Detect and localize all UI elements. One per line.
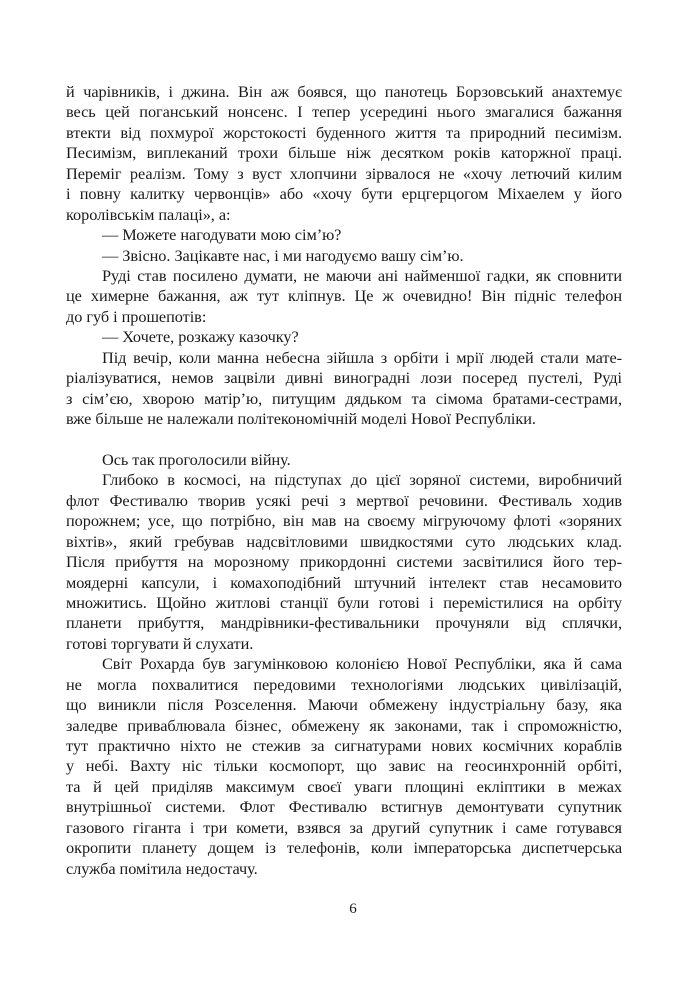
- text-block: [66, 82, 622, 879]
- text-line: — Хочете, розкажу казочку?: [102, 327, 299, 347]
- page-number: 6: [349, 901, 357, 917]
- paragraph: [66, 266, 622, 327]
- text-line: з сім’єю, хворою матір’ю, питущим дядьком та сімома братами-сестрами,: [66, 388, 622, 408]
- text-line: й чарівників, і джина. Він аж боявся, що панотець Борзовський анахтемує: [66, 82, 622, 101]
- text-line: — Можете нагодувати мою сім’ю?: [102, 225, 342, 245]
- text-line: тут практично ніхто не стежив за сигнатурами нових космічних кораблів: [66, 736, 622, 755]
- text-line: Під вечір, коли манна небесна зійшла з орбіти і мрії людей стали мате-: [102, 347, 622, 367]
- text-line: окропити планету дощем із телефонів, коли імператорська диспетчерська: [66, 838, 622, 858]
- text-line: до губ і прошепотів:: [66, 306, 207, 326]
- paragraph: [66, 470, 622, 654]
- text-line: Ось так проголосили війну.: [102, 449, 291, 469]
- text-line: це химерне бажання, аж тут кліпнув. Це ж очевидно! Він підніс телефон: [66, 286, 622, 306]
- text-line: служба помітила недостачу.: [66, 858, 258, 878]
- text-line: планети прибуття, мандрівники-фестивальники прочуняли від сплячки,: [66, 613, 622, 633]
- text-line: множитись. Щойно житлові станції були готові і перемістилися на орбіту: [66, 592, 622, 612]
- text-line: королівськім палаці», а:: [66, 204, 231, 224]
- text-line: Руді став посилено думати, не маючи ані найменшої гадки, як сповнити: [102, 265, 622, 285]
- text-line: втекти від похмурої жорстокості буденного життя та природний песимізм.: [66, 122, 622, 142]
- dialogue-paragraph: [66, 225, 622, 245]
- text-line: готові торгувати й слухати.: [66, 633, 254, 653]
- text-line: Після прибуття на морозному прикордонні системи засвітилися його тер-: [66, 552, 622, 572]
- text-line: Світ Рохарда був загумінковою колонією Нової Республіки, яка й сама: [102, 654, 622, 674]
- paragraph: [66, 450, 622, 470]
- dialogue-paragraph: [66, 327, 622, 347]
- text-line: весь цей поганський нонсенс. І тепер усередині нього змагалися бажання: [66, 102, 622, 122]
- paragraph: [66, 654, 622, 879]
- text-line: Переміг реалізм. Тому з вуст хлопчини зірвалося не «хочу летючий килим: [66, 163, 622, 183]
- paragraph: [66, 348, 622, 430]
- text-line: віхтів», який гребував надсвітловими швидкостями суто людських клад.: [66, 531, 622, 551]
- text-line: Глибоко в космосі, на підступах до цієї зоряної системи, виробничий: [102, 470, 622, 490]
- text-line: флот Фестивалю творив усякі речі з мертвої речовини. Фестиваль ходив: [66, 490, 622, 510]
- text-line: заледве приваблювала бізнес, обмежену як законами, так і спроможністю,: [66, 715, 622, 735]
- text-line: вже більше не належали політекономічній моделі Нової Республіки.: [66, 409, 536, 428]
- text-line: порожнем; усе, що потрібно, він мав на своєму мігруючому флоті «зоряних: [66, 511, 622, 531]
- text-line: ріалізуватися, немов зацвіли дивні виноградні лози посеред пустелі, Руді: [66, 368, 622, 388]
- text-line: і повну калитку червонців» або «хочу бути ерцгерцогом Міхаелем у його: [66, 184, 622, 204]
- text-line: — Звісно. Зацікавте нас, і ми нагодуємо вашу сім’ю.: [102, 245, 464, 265]
- text-line: не могла похвалитися передовими технологіями людських цивілізацій,: [66, 674, 622, 694]
- text-line: у небі. Вахту ніс тільки космопорт, що завис на геосинхронній орбіті,: [66, 756, 622, 776]
- paragraph: [66, 82, 622, 225]
- text-line: що виникли після Розселення. Маючи обмежену індустріальну базу, яка: [66, 695, 622, 715]
- text-line: моядерні капсули, і комахоподібний штучний інтелект став несамовито: [66, 572, 622, 592]
- text-line: газового гіганта і три комети, взявся за другий супутник і саме готувався: [66, 817, 622, 837]
- text-line: внутрішньої системи. Флот Фестивалю встигнув демонтувати супутник: [66, 797, 622, 817]
- dialogue-paragraph: [66, 246, 622, 266]
- text-line: та й цей приділяв максимум своєї уваги площині екліптики в межах: [66, 776, 622, 796]
- text-line: Песимізм, виплеканий трохи більше ніж десятком років каторжної праці.: [66, 143, 622, 163]
